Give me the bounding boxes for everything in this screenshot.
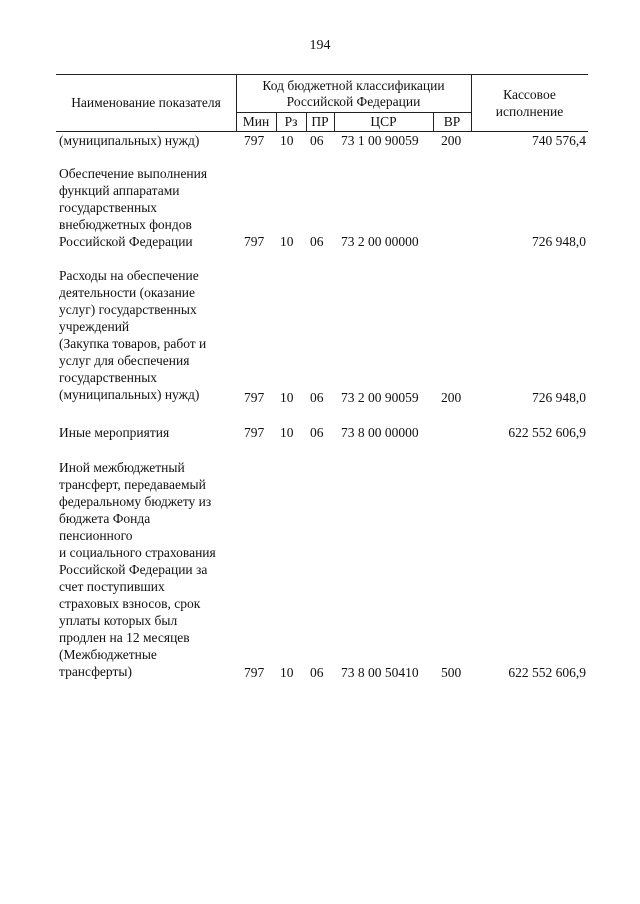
header-code-line1: Код бюджетной классификации — [262, 78, 445, 93]
table-header — [56, 74, 588, 132]
header-rz: Рз — [284, 114, 298, 129]
header-pr: ПР — [311, 114, 329, 129]
cell-vr: 500 — [441, 665, 462, 680]
cell-amount: 622 552 606,9 — [508, 425, 586, 440]
cell-min: 797 — [244, 234, 265, 249]
cell-pr: 06 — [310, 665, 324, 680]
cell-min: 797 — [244, 133, 265, 148]
cell-csr: 73 8 00 50410 — [341, 665, 419, 680]
cell-pr: 06 — [310, 234, 324, 249]
row-name: Иные мероприятия — [59, 425, 170, 440]
header-subdivider — [236, 112, 471, 113]
cell-pr: 06 — [310, 390, 324, 405]
header-name-col: Наименование показателя — [71, 95, 221, 110]
cell-rz: 10 — [280, 234, 294, 249]
cell-min: 797 — [244, 425, 265, 440]
row-name: Обеспечение выполнения функций аппаратами государственных внебюджетных фондов Российской Федерации — [59, 166, 208, 249]
cell-vr: 200 — [441, 133, 462, 148]
row-name: Расходы на обеспечение деятельности (оказание услуг) государственных учреждений (Закупка товаров, работ и услуг для обеспечения государственных (муниципальных) нужд) — [59, 268, 207, 402]
cell-pr: 06 — [310, 425, 324, 440]
page-number: 194 — [309, 38, 331, 53]
row-name: (муниципальных) нужд) — [59, 133, 200, 148]
cell-rz: 10 — [280, 390, 294, 405]
cell-amount: 740 576,4 — [532, 133, 586, 148]
cell-rz: 10 — [280, 425, 294, 440]
cell-pr: 06 — [310, 133, 324, 148]
header-amount-line2: исполнение — [495, 104, 564, 119]
cell-amount: 726 948,0 — [532, 234, 586, 249]
cell-amount: 622 552 606,9 — [508, 665, 586, 680]
cell-vr: 200 — [441, 390, 462, 405]
cell-csr: 73 1 00 90059 — [341, 133, 419, 148]
header-csr: ЦСР — [370, 114, 397, 129]
cell-rz: 10 — [280, 665, 294, 680]
header-amount-line1: Кассовое — [503, 87, 556, 102]
cell-rz: 10 — [280, 133, 294, 148]
cell-min: 797 — [244, 390, 265, 405]
header-divider — [471, 75, 472, 131]
cell-csr: 73 8 00 00000 — [341, 425, 419, 440]
cell-csr: 73 2 00 00000 — [341, 234, 419, 249]
cell-csr: 73 2 00 90059 — [341, 390, 419, 405]
header-code-line2: Российской Федерации — [286, 94, 421, 109]
row-name: Иной межбюджетный трансферт, передаваемый федеральному бюджету из бюджета Фонда пенсионного и социального страхования Российской Федерации за счет поступивших страховых взносов, срок уплаты которых был продлен на 12 месяцев (Межбюджетные трансферты) — [59, 460, 216, 679]
cell-min: 797 — [244, 665, 265, 680]
cell-amount: 726 948,0 — [532, 390, 586, 405]
header-vr: ВР — [443, 114, 461, 129]
header-min: Мин — [242, 114, 270, 129]
